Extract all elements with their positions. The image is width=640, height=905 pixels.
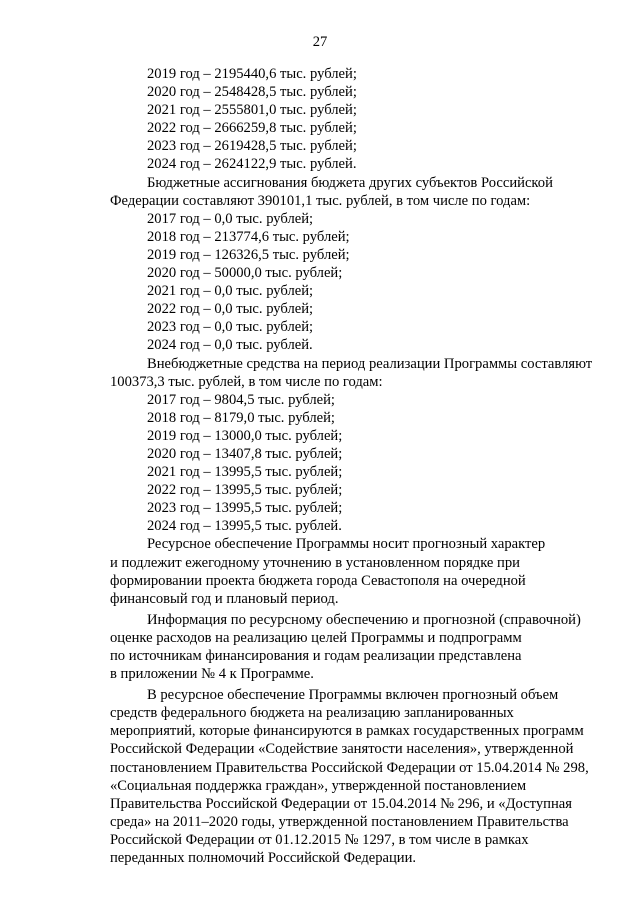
paragraph-line: оценке расходов на реализацию целей Программы и подпрограмм xyxy=(110,629,522,646)
paragraph-line: в приложении № 4 к Программе. xyxy=(110,666,314,683)
paragraph-line: среда» на 2011–2020 годы, утвержденной постановлением Правительства xyxy=(110,813,569,830)
list-item: 2023 год – 13995,5 тыс. рублей; xyxy=(147,500,343,517)
list-item: 2020 год – 13407,8 тыс. рублей; xyxy=(147,445,343,462)
resource-paragraph xyxy=(110,535,546,607)
list-item: 2018 год – 213774,6 тыс. рублей; xyxy=(147,228,350,245)
list-item: 2024 год – 13995,5 тыс. рублей. xyxy=(147,518,342,535)
list-item: 2019 год – 2195440,6 тыс. рублей; xyxy=(147,66,357,82)
paragraph-line: формировании проекта бюджета города Севастополя на очередной xyxy=(110,572,526,589)
paragraph-line: Российской Федерации «Содействие занятости населения», утвержденной xyxy=(110,741,574,758)
federal-funding-paragraph xyxy=(110,686,589,867)
paragraph-line: Внебюджетные средства на период реализации Программы составляют xyxy=(147,355,593,372)
extra-years-list xyxy=(110,391,510,536)
list-item: 2019 год – 126326,5 тыс. рублей; xyxy=(147,246,350,263)
info-paragraph xyxy=(110,611,581,683)
list-item: 2021 год – 0,0 тыс. рублей; xyxy=(147,283,314,300)
list-item: 2020 год – 50000,0 тыс. рублей; xyxy=(147,265,343,282)
list-item: 2023 год – 2619428,5 тыс. рублей; xyxy=(147,138,357,155)
list-item: 2017 год – 0,0 тыс. рублей; xyxy=(147,210,314,227)
subjects-paragraph xyxy=(110,174,553,210)
document-body xyxy=(110,65,593,867)
list-item: 2021 год – 2555801,0 тыс. рублей; xyxy=(147,102,357,119)
paragraph-line: Бюджетные ассигнования бюджета других субъектов Российской xyxy=(147,174,553,191)
list-item: 2024 год – 2624122,9 тыс. рублей. xyxy=(147,156,357,173)
list-item: 2022 год – 0,0 тыс. рублей; xyxy=(147,301,314,318)
list-item: 2021 год – 13995,5 тыс. рублей; xyxy=(147,464,343,481)
paragraph-line: Ресурсное обеспечение Программы носит прогнозный характер xyxy=(147,536,546,553)
list-item: 2023 год – 0,0 тыс. рублей; xyxy=(147,319,314,336)
list-item: 2018 год – 8179,0 тыс. рублей; xyxy=(147,409,335,426)
extra-budget-paragraph xyxy=(110,355,593,391)
paragraph-line: Федерации составляют 390101,1 тыс. рублей, в том числе по годам: xyxy=(110,192,531,209)
paragraph-line: финансовый год и плановый период. xyxy=(110,590,339,607)
paragraph-line: мероприятий, которые финансируются в рамках государственных программ xyxy=(110,723,584,740)
paragraph-line: «Социальная поддержка граждан», утвержденной постановлением xyxy=(110,777,527,794)
federal-years-list xyxy=(110,65,510,174)
page-number: 27 xyxy=(312,34,328,50)
list-item: 2022 год – 2666259,8 тыс. рублей; xyxy=(147,120,357,137)
paragraph-line: и подлежит ежегодному уточнению в установленном порядке при xyxy=(110,554,520,571)
paragraph-line: постановлением Правительства Российской Федерации от 15.04.2014 № 298, xyxy=(110,759,589,776)
paragraph-line: переданных полномочий Российской Федерации. xyxy=(110,850,417,867)
list-item: 2022 год – 13995,5 тыс. рублей; xyxy=(147,482,343,499)
list-item: 2019 год – 13000,0 тыс. рублей; xyxy=(147,427,343,444)
list-item: 2020 год – 2548428,5 тыс. рублей; xyxy=(147,84,357,101)
list-item: 2017 год – 9804,5 тыс. рублей; xyxy=(147,391,335,408)
list-item: 2024 год – 0,0 тыс. рублей. xyxy=(147,337,313,354)
paragraph-line: средств федерального бюджета на реализацию запланированных xyxy=(110,705,514,722)
paragraph-line: по источникам финансирования и годам реализации представлена xyxy=(110,648,522,664)
subjects-years-list xyxy=(110,210,510,355)
paragraph-line: Российской Федерации от 01.12.2015 № 1297, в том числе в рамках xyxy=(110,831,529,848)
paragraph-line: 100373,3 тыс. рублей, в том числе по годам: xyxy=(110,373,383,390)
paragraph-line: Информация по ресурсному обеспечению и прогнозной (справочной) xyxy=(147,611,581,628)
paragraph-line: Правительства Российской Федерации от 15.04.2014 № 296, и «Доступная xyxy=(110,795,572,812)
paragraph-line: В ресурсное обеспечение Программы включен прогнозный объем xyxy=(147,687,559,704)
